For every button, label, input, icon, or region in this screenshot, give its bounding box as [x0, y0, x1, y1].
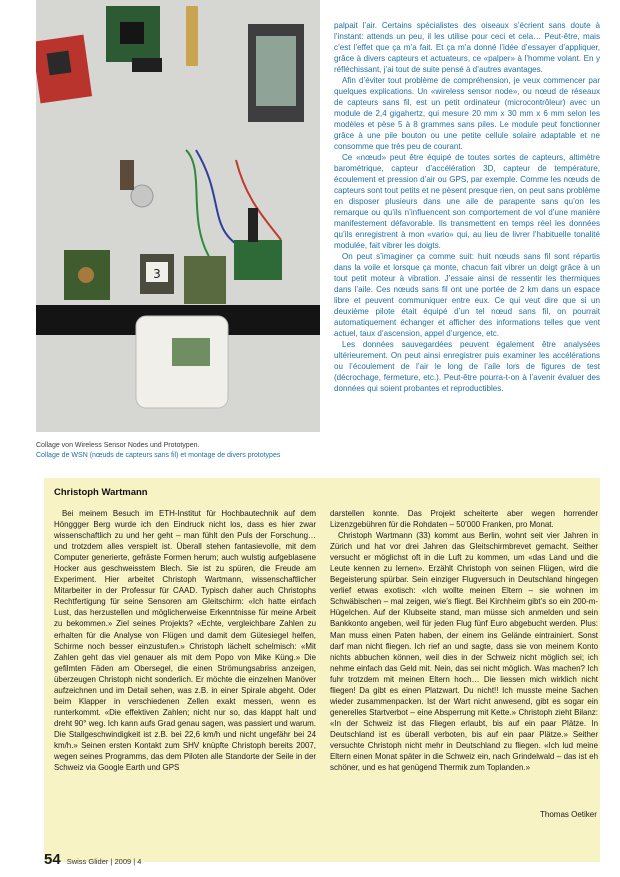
caption-german: Collage von Wireless Sensor Nodes und Prototypen.	[36, 442, 200, 449]
french-paragraph: On peut s’imaginer ça comme suit: huit nœuds sans fil sont répartis dans la voile et lorsque ça monte, chacun fait vibrer un doigt grâce à un tout petit moteur à vibration. J’essaie ainsi de ressentir les thermiques dans l’aile. Ces nœuds sans fil ont une portée de 2 km dans un espace libre et peuvent communiquer entre eux. Ce qui veut dire que si un deuxième pilote était équipé d’un tel nœud sans fil, on pourrait automatiquement échanger et afficher des informations telles que vent actuel, taux d’ascension, appel d’urgence, etc.	[334, 252, 600, 338]
german-paragraph: Christoph Wartmann (33) kommt aus Berlin, wohnt seit vier Jahren in Zürich und hat vor drei Jahren das Gleitschirmbrevet gemacht. Seither versucht er möglichst oft in die Luft zu kommen, um «das Land und die Leute kennen zu lernen». Erzählt Christoph von seinen Flügen, wird die Begeisterung spürbar. Sein einziger Flugversuch in Deutschland hingegen verlief etwas exotisch: «Ich wollte meinen Eltern – sie wohnen im Schwäbischen – mal zeigen, wie’s fliegt. Bei Kirchheim gibt’s so ein 200-m-Hügelchen. Auf der Klubseite stand, man müsse sich anmelden und sein Bankkonto angeben, weil für jeden Flug fünf Euro abgebucht werden. Plus: Man muss einen Paten haben, der einem ins Gelände eintrainiert. Sonst darf man nicht fliegen. Ich rief an und sagte, dass sie von meinem Konto nichts abbuchen können, weil dies in der Schweiz nicht möglich sei; ich nehme einfach das Geld mit. Nein, das sei nicht möglich. Was machen? Ich fuhr trotzdem mit meinen Eltern hoch… Die liessen mich wirklich nicht fliegen! Da gibt es einen Platzwart. Du nicht!! Ich musste meine Sachen wieder zusammenpacken. Ist der Wart nicht anwesend, gibt es sogar ein generelles Startverbot – eine Absperrung mit Kette.» Christoph zieht Bilanz: «In der Schweiz ist das Fliegen erlaubt, bis auf ein paar Plätze. In Deutschland ist es überall verboten, bis auf ein paar Plätze.» Seither versuchte Christoph nicht mehr in Deutschland zu fliegen. «Ich lud meine Eltern einen Monat später in die Schweiz ein, nach Grindelwald – das ist eh schöner, und es hat genügend Thermik zum Toplanden.»	[330, 531, 598, 773]
photo-caption	[36, 441, 326, 461]
author-name: Thomas Oetiker	[540, 810, 597, 819]
publication-info: Swiss Glider | 2009 | 4	[66, 857, 142, 866]
page-number: 54	[44, 851, 61, 868]
page-footer	[44, 851, 141, 871]
box-heading: Christoph Wartmann	[54, 487, 148, 498]
german-paragraph: darstellen konnte. Das Projekt scheiterte aber wegen horrender Lizenzgebühren für die Rohdaten – 50’000 Franken, pro Monat.	[330, 509, 598, 530]
french-paragraph: palpait l’air. Certains spécialistes des oiseaux s’écrient sans doute à l’instant: attends un peu, il les utilise pour ceci et cela… Peut-être, mais c’est l’effet que ça m’a fait. Et ça m’a donné l’idée d’essayer d’appliquer, grâce à divers capteurs et actuateurs, ce «palper» à l’homme volant. En y réfléchissant, j’ai tout de suite pensé à d’autres avantages.	[334, 21, 600, 74]
caption-french: Collage de WSN (nœuds de capteurs sans fil) et montage de divers prototypes	[36, 452, 281, 459]
german-paragraph: Bei meinem Besuch im ETH-Institut für Hochbautechnik auf dem Hönggger Berg wurde ich den Eindruck nicht los, dass es hier zwar wissenschaftlich zu und her geht – man fühlt den Puls der Forschung… und trotzdem alles verspielt ist. Überall stehen fantasievolle, mit dem Computer generierte, gefräste Formen herum; auch wulstig aufgeblasene Hocker aus geschweisstem Blech. Sie ist zu spüren, die Freude am Experiment. Hier arbeitet Christoph Wartmann, wissenschaftlicher Mitarbeiter in der Professur für CAAD. Typisch daher auch Christophs Rechtfertigung für seine Sensoren am Gleitschirm: «Ich hatte einfach Lust, das herzustellen und möglicherweise Erkenntnisse für meine Arbeit zu bekommen.» Ziel seines Projekts? «Echte, vergleichbare Zahlen zu erhalten für die Analyse von Flügen und damit dem Gütesiegel helfen, Schirme noch besser einzustufen.» Christoph lächelt schelmisch: «Mit Zahlen geht das viel genauer als mit dem Popo von Mike Küng.» Die gefilmten Fäden am Obersegel, die einen Strömungsabriss anzeigen, überzeugen Christoph nicht sonderlich. Er möchte die einzelnen Manöver aufzeichnen und im Detail sehen, was z.B. in einer Spirale abgeht. Oder beim Klapper in verschiedenen Zellen exakt messen, wenn es runterkommt. «Die effektiven Zahlen; nicht nur so, das klappt halt und dreht 90° weg. Ich kann aufs Grad genau sagen, was passiert und warum. Die Stallgeschwindigkeit ist z.B. bei 22,6 km/h und nicht ungefähr bei 24 km/h.» Seinen ersten Kontakt zum SHV knüpfte Christoph bereits 2007, wegen seines Programms, das dem Piloten alle Standorte der Seile in der Schweiz via Google Earth und GPS	[54, 509, 316, 773]
sensor-nodes-photo	[36, 0, 320, 432]
french-article-column	[334, 20, 600, 394]
french-paragraph: Ce «nœud» peut être équipé de toutes sortes de capteurs, altimètre barométrique, capteur d’accélération 3D, capteur de température, écoulement et pression d’air ou GPS, par exemple. Comme les nœuds de capteurs sont tout petits et ne pèsent presque rien, on peut sans problème en disposer plusieurs dans une aile de parapente sans qu’on les remarque ou qu’ils n’influencent son comportement de vol d’une manière manifestement défavorable. Ils transmettent en temps réel les données qu’ils enregistrent à mon «vario» qui, au lieu de livrer l’habituelle tonalité modulée, fait vibrer les doigts.	[334, 153, 600, 250]
german-column-right	[330, 508, 598, 773]
svg-text:3: 3	[153, 267, 161, 281]
french-paragraph: Afin d’éviter tout problème de compréhension, je veux commencer par quelques explications. Un «wireless sensor node», ou nœud de réseaux de capteurs sans fil, est un petit ordinateur (microcontrôleur) avec un module de 2,4 gigahertz, qui mesure 20 mm x 30 mm x 6 mm selon les modèles et pèse 5 à 8 grammes sans piles. Le module peut fonctionner grâce à une pile bouton ou une petite cellule solaire adaptable et ne consomme que très peu de courant.	[334, 76, 600, 151]
german-column-left	[54, 508, 316, 773]
french-paragraph: Les données sauvegardées peuvent également être analysées ultérieurement. On peut ainsi enregistrer puis examiner les accélérations ou l’écoulement de l’air le long de l’aile lors de figures de test (décrochage, fermeture, etc.). Peut-être pourra-t-on à l’avenir évaluer des données qui soient probantes et reproductibles.	[334, 340, 600, 393]
red-circuit-board-icon	[36, 35, 92, 104]
